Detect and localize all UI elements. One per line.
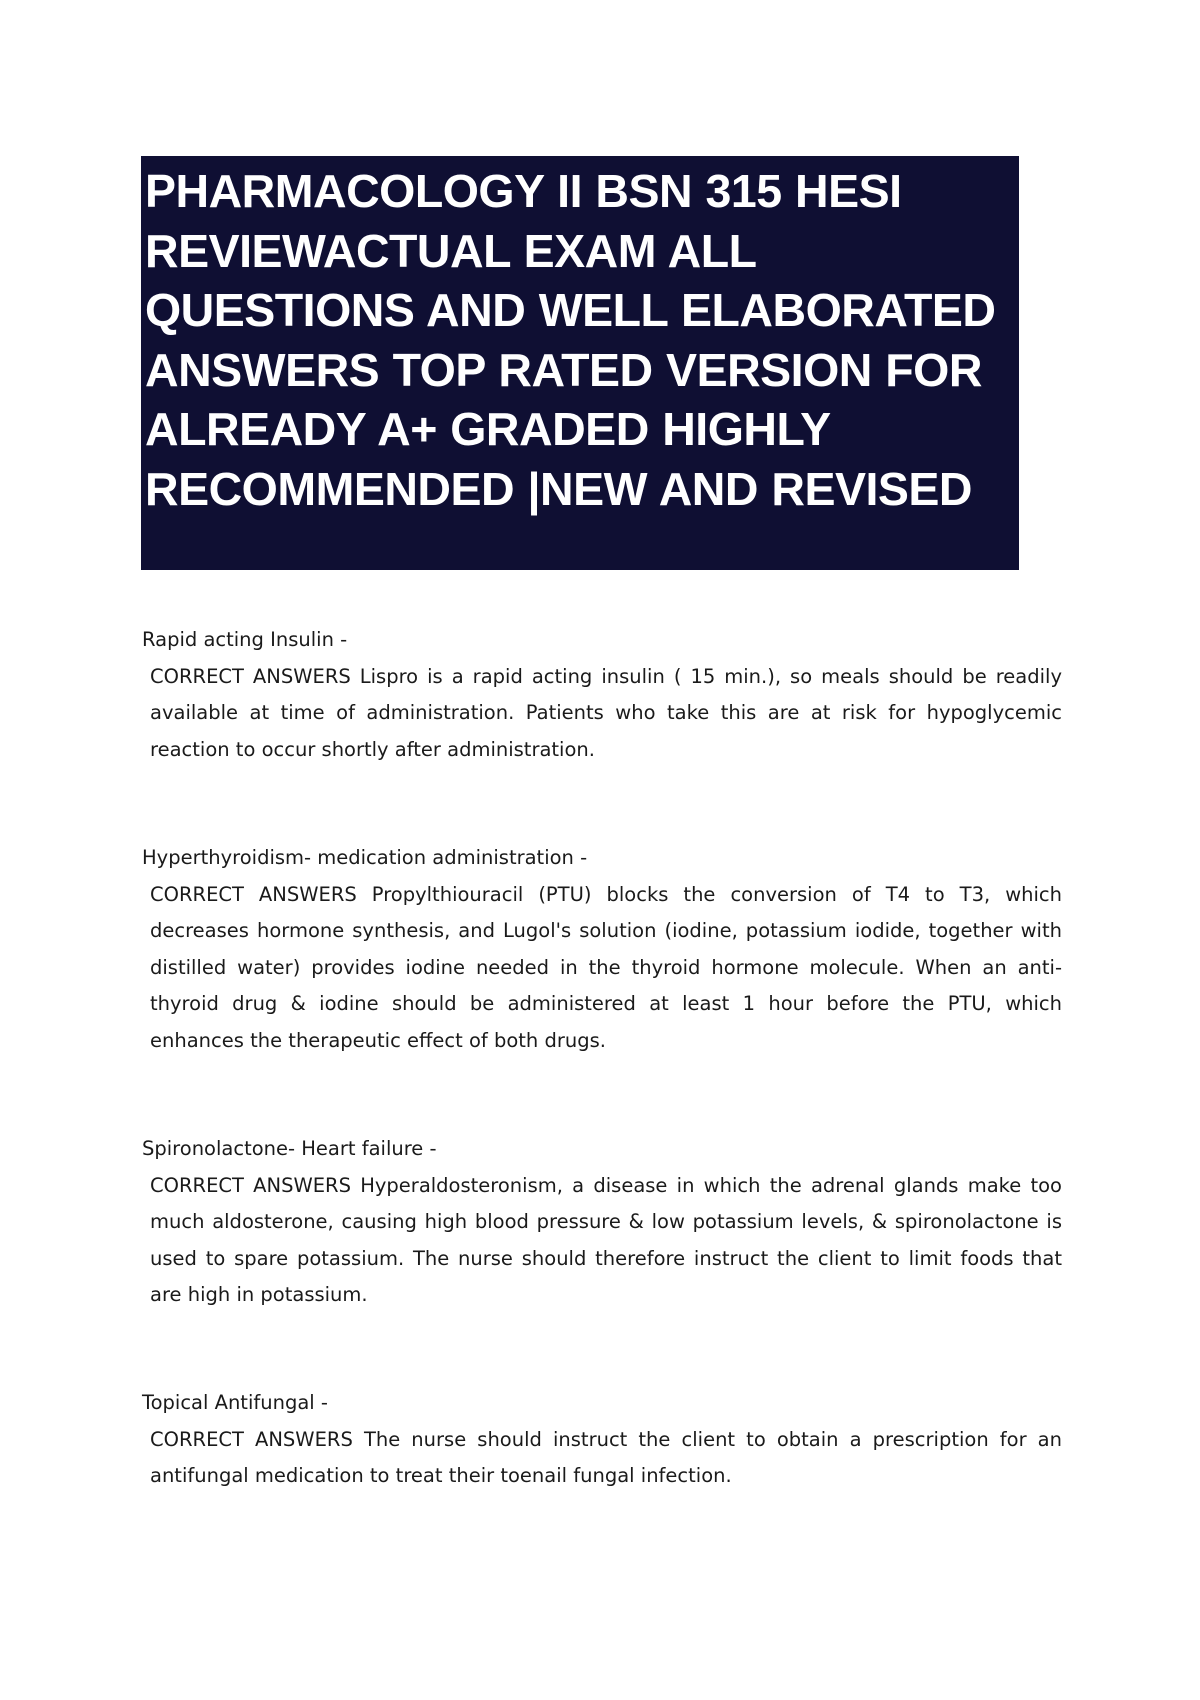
qa-item — [142, 622, 1062, 768]
question-text: Spironolactone- Heart failure - — [142, 1137, 437, 1160]
qa-item — [142, 840, 1062, 1059]
title-banner — [141, 156, 1019, 570]
qa-item — [142, 1131, 1062, 1314]
question-text: Rapid acting Insulin - — [142, 628, 348, 651]
answer-text: CORRECT ANSWERS Lispro is a rapid acting insulin ( 15 min.), so meals should be readily available at time of administration. Patients who take this are at risk for hypoglycemic reaction to occur shortly after administration. — [150, 664, 1062, 761]
question-text: Topical Antifungal - — [142, 1391, 328, 1414]
question-text: Hyperthyroidism- medication administration - — [142, 846, 588, 869]
answer-text: CORRECT ANSWERS Hyperaldosteronism, a disease in which the adrenal glands make too much aldosterone, causing high blood pressure & low potassium levels, & spironolactone is used to spare potassium. The nurse should therefore instruct the client to limit foods that are high in potassium. — [150, 1173, 1062, 1306]
qa-item — [142, 1385, 1062, 1495]
answer-text: CORRECT ANSWERS The nurse should instruct the client to obtain a prescription for an antifungal medication to treat their toenail fungal infection. — [150, 1427, 1062, 1487]
document-title: PHARMACOLOGY II BSN 315 HESI REVIEWACTUAL EXAM ALL QUESTIONS AND WELL ELABORATED ANSWERS TOP RATED VERSION FOR ALREADY A+ GRADED HIGHLY RECOMMENDED |NEW AND REVISED — [145, 165, 996, 515]
answer-text: CORRECT ANSWERS Propylthiouracil (PTU) blocks the conversion of T4 to T3, which decreases hormone synthesis, and Lugol's solution (iodine, potassium iodide, together with distilled water) provides iodine needed in the thyroid hormone molecule. When an anti-thyroid drug & iodine should be administered at least 1 hour before the PTU, which enhances the therapeutic effect of both drugs. — [150, 882, 1062, 1052]
